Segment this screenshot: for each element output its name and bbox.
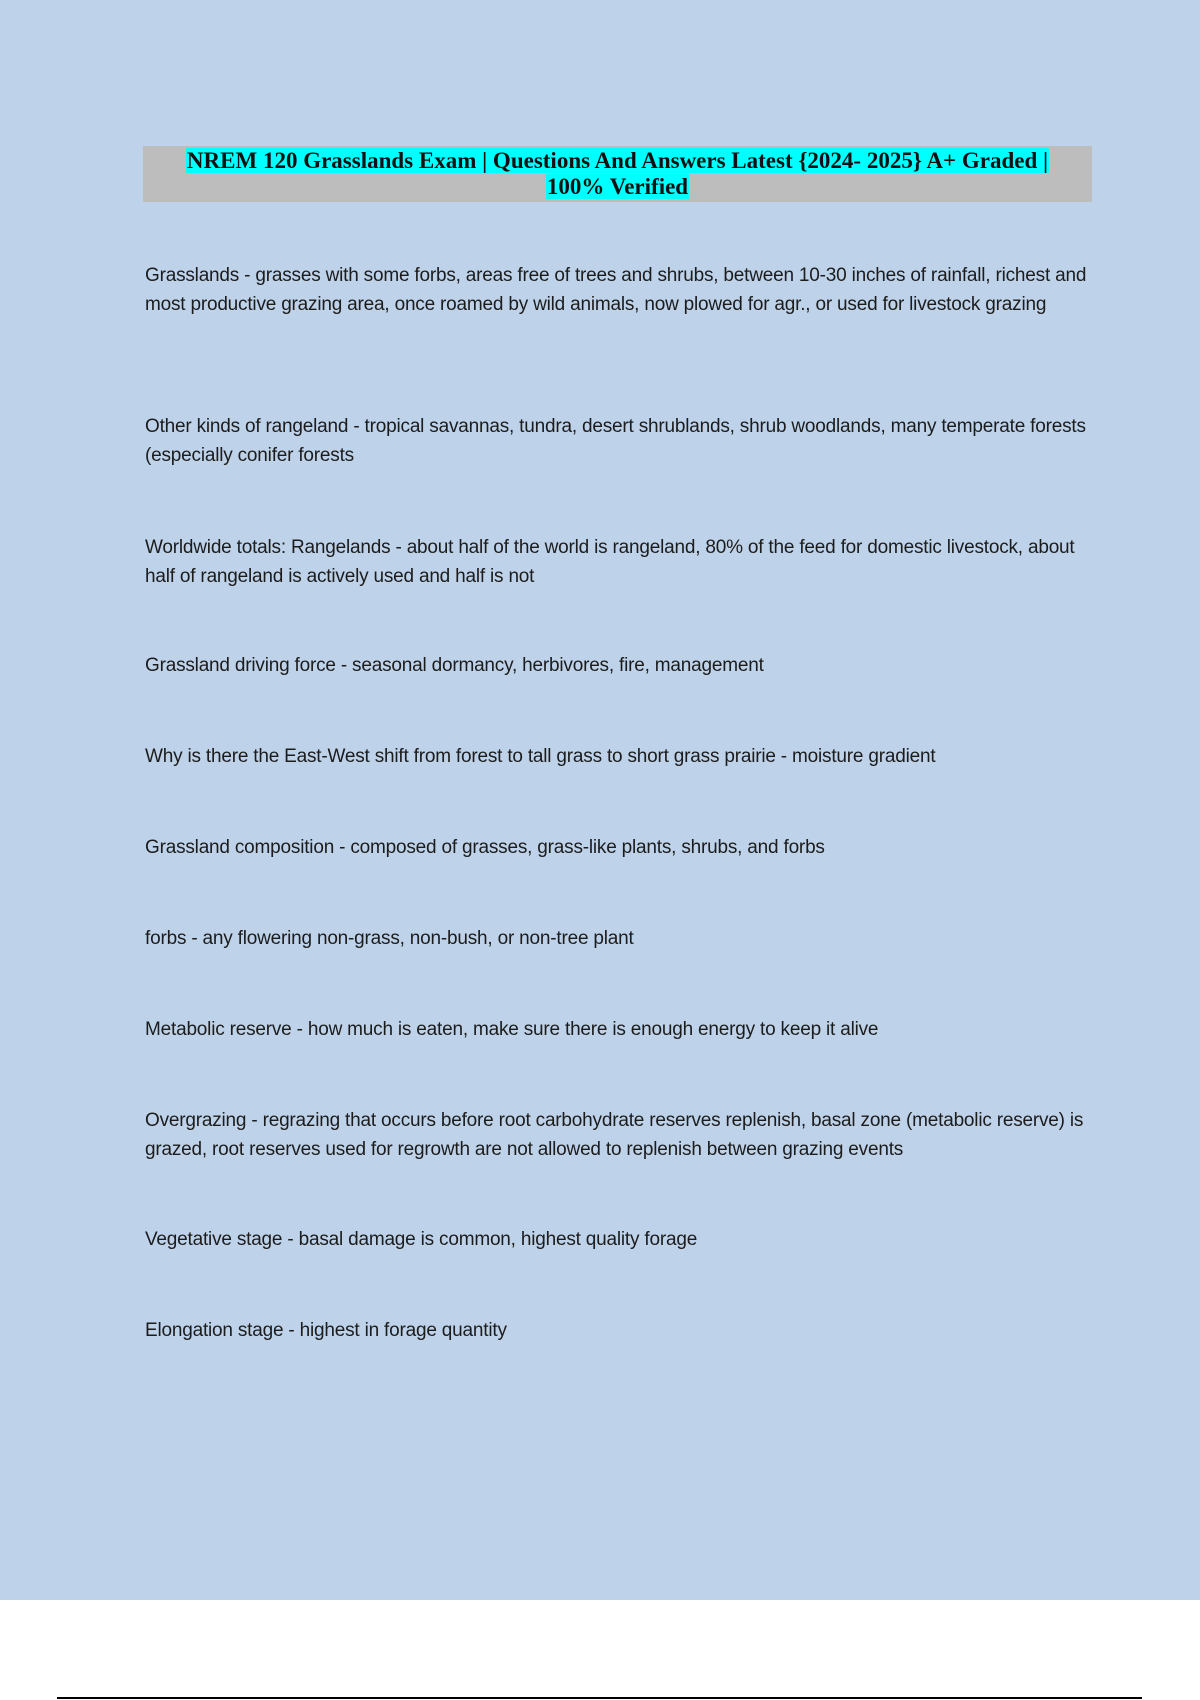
entry-elongation-stage: Elongation stage - highest in forage quantity (145, 1320, 507, 1341)
document-title (143, 146, 1092, 202)
entry-vegetative-stage: Vegetative stage - basal damage is common, highest quality forage (145, 1229, 698, 1250)
title-line-1: NREM 120 Grasslands Exam | Questions And Answers Latest {2024- 2025} A+ Graded | (186, 148, 1049, 173)
entry-driving-force: Grassland driving force - seasonal dormancy, herbivores, fire, management (145, 655, 764, 676)
entry-other-rangeland: Other kinds of rangeland - tropical savannas, tundra, desert shrublands, shrub woodlands, many temperate forests (especially conifer forests (145, 416, 1086, 466)
entry-metabolic-reserve: Metabolic reserve - how much is eaten, make sure there is enough energy to keep it alive (145, 1019, 879, 1040)
title-line-2: 100% Verified (546, 174, 689, 199)
entry-overgrazing: Overgrazing - regrazing that occurs before root carbohydrate reserves replenish, basal zone (metabolic reserve) is grazed, root reserves used for regrowth are not allowed to replenish between grazing events (145, 1110, 1084, 1160)
footer-divider (57, 1697, 1142, 1699)
entry-east-west-shift: Why is there the East-West shift from forest to tall grass to short grass prairie - moisture gradient (145, 746, 936, 767)
entry-grasslands: Grasslands - grasses with some forbs, areas free of trees and shrubs, between 10-30 inches of rainfall, richest and most productive grazing area, once roamed by wild animals, now plowed for agr., or used for livestock grazing (145, 265, 1087, 315)
entry-worldwide-totals: Worldwide totals: Rangelands - about half of the world is rangeland, 80% of the feed for domestic livestock, about half of rangeland is actively used and half is not (145, 537, 1075, 587)
entry-grassland-composition: Grassland composition - composed of grasses, grass-like plants, shrubs, and forbs (145, 837, 825, 858)
entry-forbs: forbs - any flowering non-grass, non-bush, or non-tree plant (145, 928, 634, 949)
